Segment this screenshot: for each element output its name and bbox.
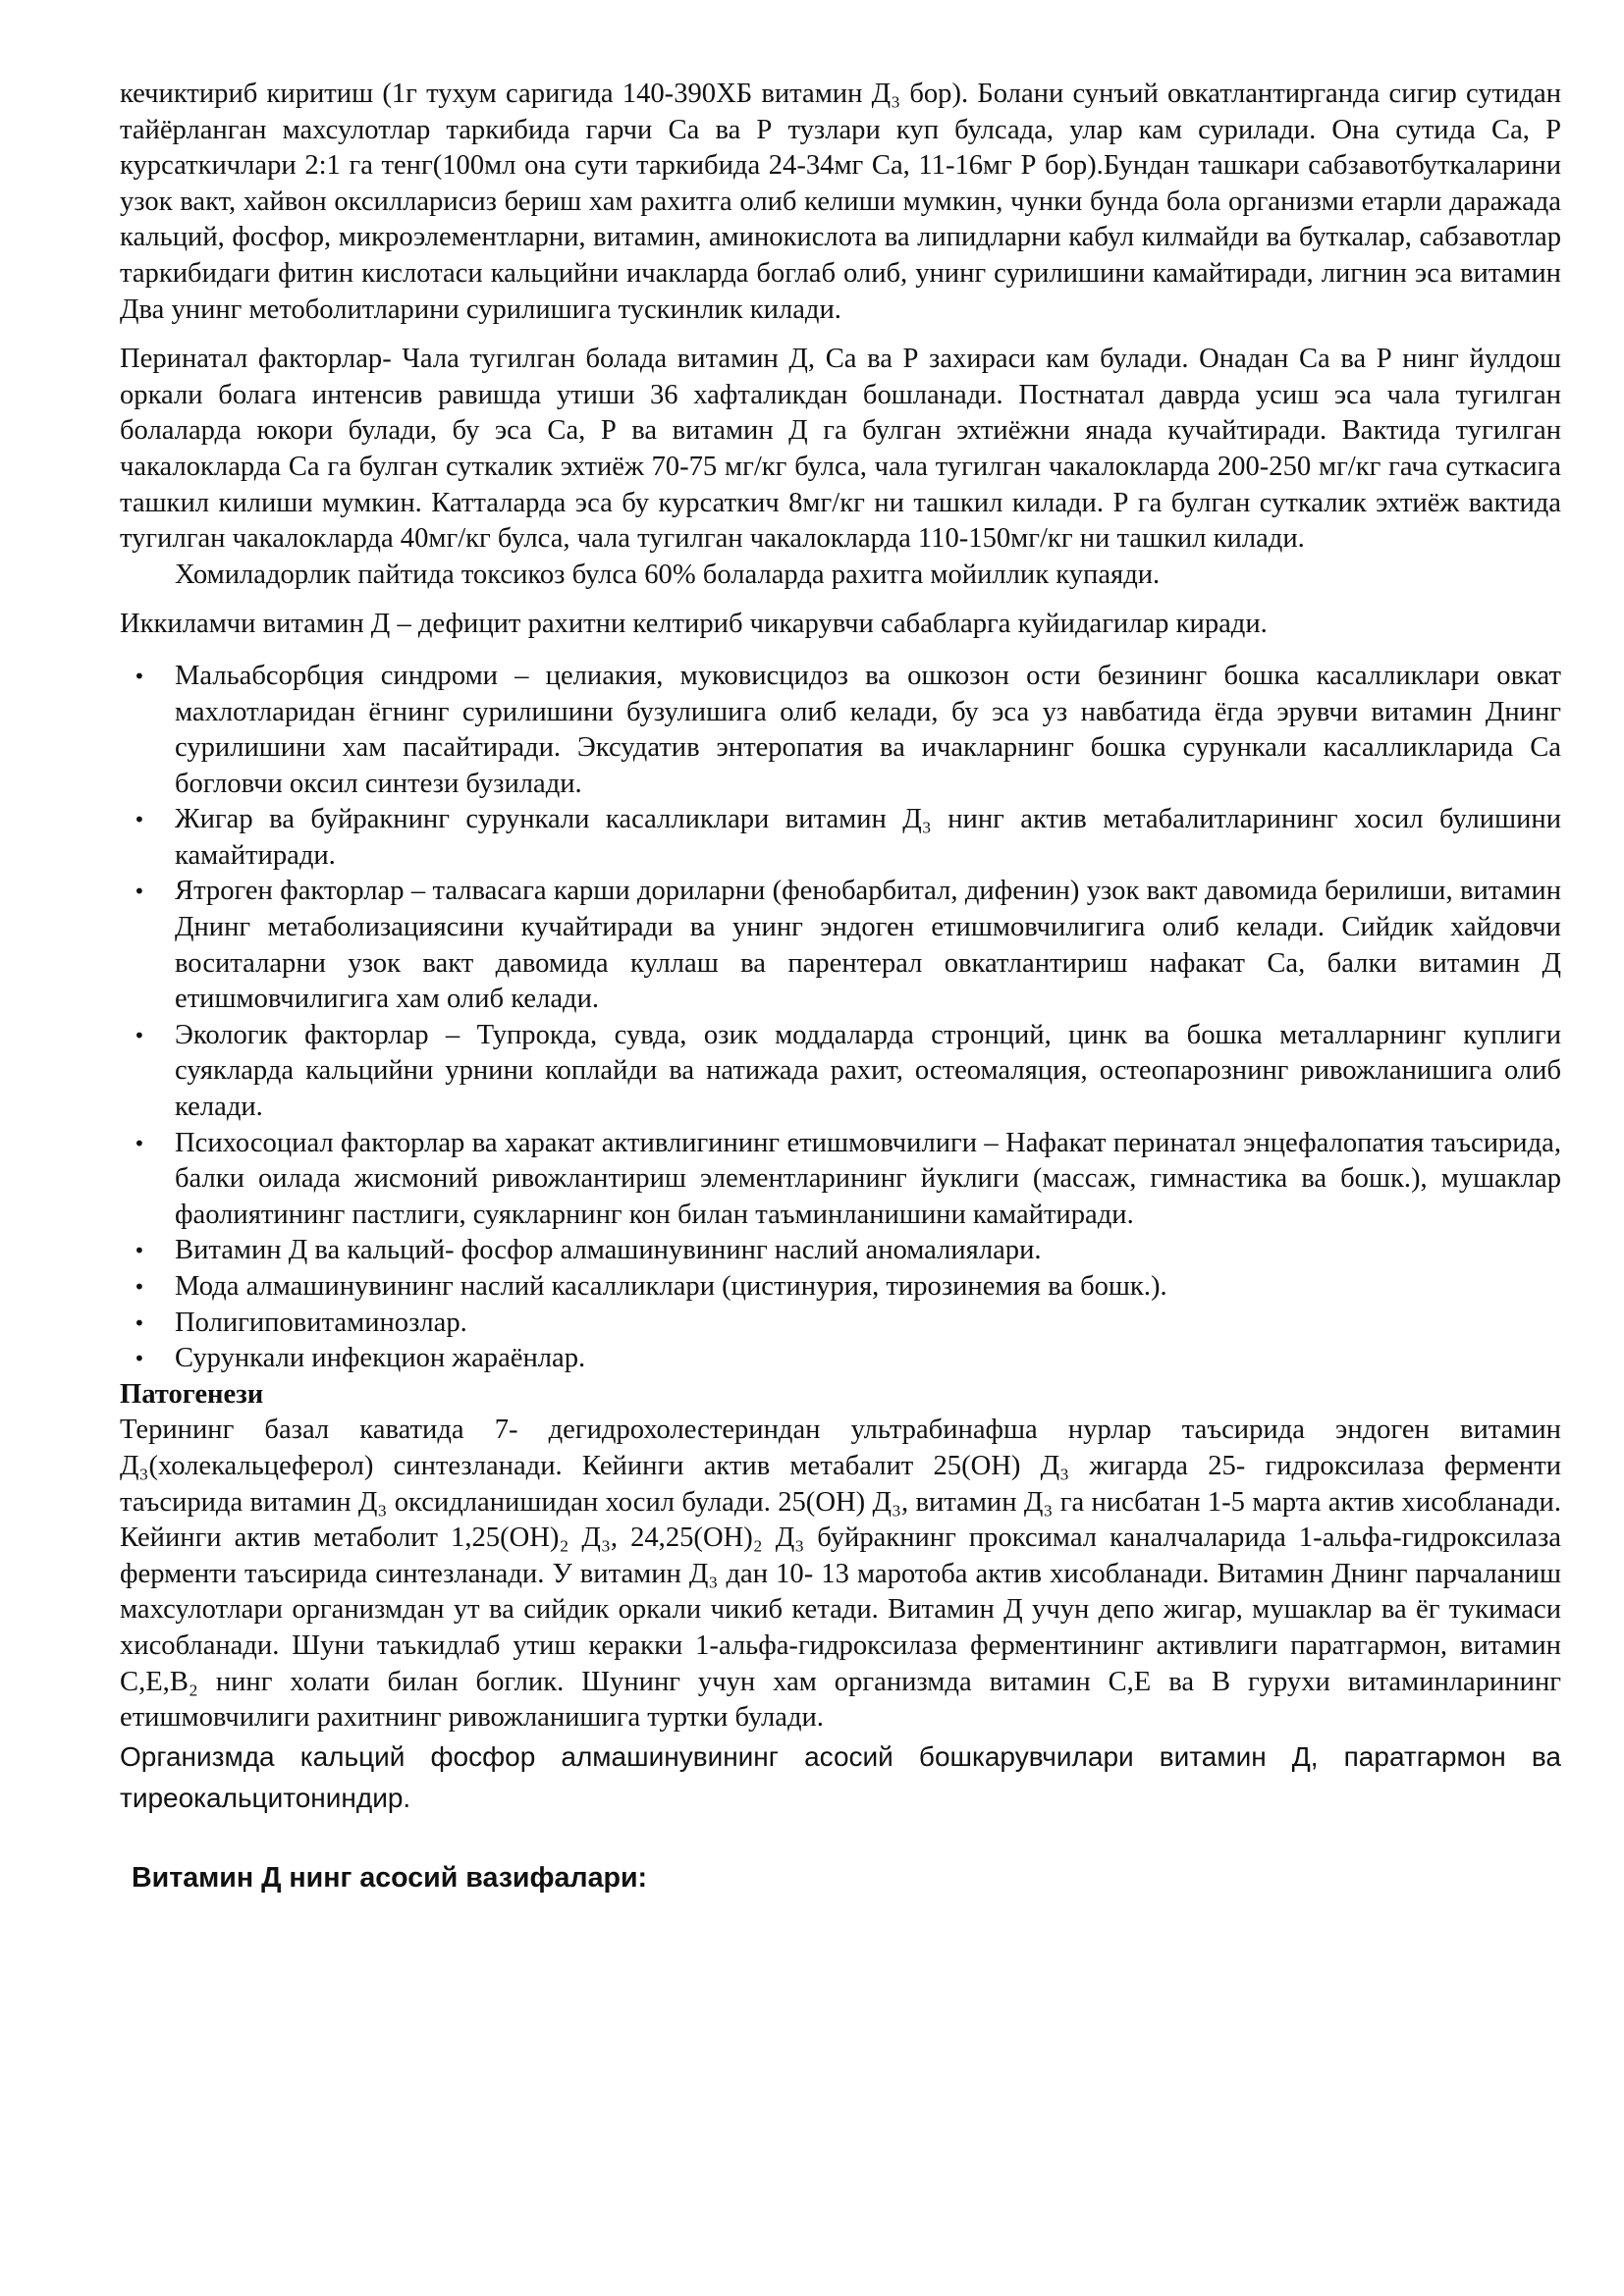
paragraph-perinatal: Перинатал факторлар- Чала тугилган болада витамин Д, Са ва Р захираси кам булади. Онадан Са ва Р нинг йулдош оркали болага интенсив равишда утиши 36 хафталикдан бошланади. Постнатал даврда усиш эса чала тугилган болаларда юкори булади, бу эса Са, Р ва витамин Д га булган эхтиёжни янада кучайтиради. Вактида тугилган чакалокларда Са га булган суткалик эхтиёж 70-75 мг/кг булса, чала тугилган чакалокларда 200-250 мг/кг гача суткасига ташкил килиши мумкин. Катталарда эса бу курсаткич 8мг/кг ни ташкил килади. Р га булган суткалик эхтиёж вактида тугилган чакалокларда 40мг/кг булса, чала тугилган чакалокларда 110-150мг/кг ни ташкил килади.: [120, 344, 1561, 555]
list-item-text: Полигиповитаминозлар.: [175, 1307, 467, 1338]
bullet-dot-icon: •: [134, 1131, 145, 1155]
bullet-dot-icon: •: [134, 1275, 145, 1299]
list-item: [120, 802, 1561, 874]
list-item: [120, 1306, 1561, 1342]
bullet-dot-icon: •: [134, 1310, 145, 1335]
list-item-text: Мальабсорбция синдроми – целиакия, муковисцидоз ва ошкозон ости безининг бошка касалликлари овкат махлотларидан ёгнинг сурилишини бузулишига олиб келади, бу эса уз навбатида ёгда эрувчи витамин Днинг сурилишини хам пасайтиради. Эксудатив энтеропатия ва ичакларнинг бошка сурункали касалликларида Са богловчи оксил синтези бузилади.: [175, 660, 1561, 799]
list-item-text: Жигар ва буйракнинг сурункали касалликлари витамин Д₃ нинг актив метабалитларининг хосил булишини камайтиради.: [175, 804, 1561, 871]
list-item-text: Витамин Д ва кальций- фосфор алмашинувининг наслий аномалиялари.: [175, 1235, 1042, 1266]
bullet-dot-icon: •: [134, 1239, 145, 1263]
list-item-text: Ятроген факторлар – талвасага карши дориларни (фенобарбитал, дифенин) узок вакт давомида берилиши, витамин Днинг метаболизациясини кучайтиради ва унинг эндоген етишмовчилигига олиб келади. Сийдик хайдовчи воситаларни узок вакт давомида куллаш ва парентерал овкатлантириш нафакат Са, балки витамин Д етишмовчилигига хам олиб келади.: [175, 876, 1561, 1015]
bullet-dot-icon: •: [134, 880, 145, 904]
list-item-text: Психосоциал факторлар ва харакат активлигининг етишмовчилиги – Нафакат перинатал энцефалопатия таъсирида, балки оилада жисмоний ривожлантириш элементларининг йуклиги (массаж, гимнастика ва бошк.), мушаклар фаолиятининг пастлиги, суякларнинг кон билан таъминланишини камайтиради.: [175, 1127, 1561, 1230]
list-item: [120, 1233, 1561, 1269]
section-heading-pathogenesis: Патогенези: [120, 1378, 264, 1410]
list-item: [120, 1341, 1561, 1377]
subheading-vitamin-d-functions: Витамин Д нинг асосий вазифалари:: [132, 1861, 648, 1894]
paragraph-regulators: Организмда кальций фосфор алмашинувининг асосий бошкарувчилари витамин Д, паратгармон ва тиреокальцитониндир.: [120, 1740, 1561, 1813]
bullet-dot-icon: •: [134, 1347, 145, 1371]
list-item: [120, 1269, 1561, 1306]
list-item: [120, 874, 1561, 1017]
bullet-dot-icon: •: [134, 1023, 145, 1047]
bullet-dot-icon: •: [134, 664, 145, 688]
list-item-text: Экологик факторлар – Тупрокда, сувда, озик моддаларда стронций, цинк ва бошка металларнинг куплиги суякларда кальцийни урнини коплайди ва натижада рахит, остеомаляция, остеопарознинг ривожланишига олиб келади.: [175, 1019, 1561, 1123]
list-item-text: Сурункали инфекцион жараёнлар.: [175, 1343, 586, 1374]
bullet-dot-icon: •: [134, 808, 145, 832]
list-item-text: Мода алмашинувининг наслий касалликлари (цистинурия, тирозинемия ва бошк.).: [175, 1271, 1167, 1302]
list-item: [120, 659, 1561, 802]
paragraph-pathogenesis: Терининг базал каватида 7- дегидрохолестериндан ультрабинафша нурлар таъсирида эндоген витамин Д₃(холекальцеферол) синтезланади. Кейинги актив метабалит 25(ОН) Д₃ жигарда 25- гидроксилаза ферменти таъсирида витамин Д₃ оксидланишидан хосил булади. 25(ОН) Д₃, витамин Д₃ га нисбатан 1-5 марта актив хисобланади. Кейинги актив метаболит 1,25(ОН)₂ Д₃, 24,25(ОН)₂ Д₃ буйракнинг проксимал каналчаларида 1-альфа-гидроксилаза ферменти таъсирида синтезланади. У витамин Д₃ дан 10- 13 маротоба актив хисобланади. Витамин Днинг парчаланиш махсулотлари организмдан ут ва сийдик оркали чикиб кетади. Витамин Д учун депо жигар, мушаклар ва ёг тукимаси хисобланади. Шуни таъкидлаб утиш керакки 1-альфа-гидроксилаза ферментининг активлиги паратгармон, витамин С,Е,В₂ нинг холати билан боглик. Шунинг учун хам организмда витамин С,Е ва В гурухи витаминларининг етишмовчилиги рахитнинг ривожланишига туртки булади.: [120, 1415, 1561, 1734]
list-item: [120, 1018, 1561, 1126]
list-item: [120, 1126, 1561, 1234]
causes-list: [120, 659, 1561, 1377]
document-page: [120, 77, 1561, 1896]
paragraph-nutrition: кечиктириб киритиш (1г тухум саригида 140-390ХБ витамин Д₃ бор). Болани сунъий овкатлантирганда сигир сутидан тайёрланган махсулотлар таркибида гарчи Са ва Р тузлари куп булсада, улар кам сурилади. Она сутида Са, Р курсаткичлари 2:1 га тенг(100мл она сути таркибида 24-34мг Са, 11-16мг Р бор).Бундан ташкари сабзавотбуткаларини узок вакт, хайвон оксилларисиз бериш хам рахитга олиб келиши мумкин, чунки бунда бола организми етарли даражада кальций, фосфор, микроэлементларни, витамин, аминокислота ва липидларни кабул килмайди ва буткалар, сабзавотлар таркибидаги фитин кислотаси кальцийни ичакларда боглаб олиб, унинг сурилишини камайтиради, лигнин эса витамин Два унинг метоболитларини сурилишига тускинлик килади.: [120, 79, 1561, 325]
paragraph-secondary-deficit: Иккиламчи витамин Д – дефицит рахитни келтириб чикарувчи сабабларга куйидагилар киради.: [120, 609, 1268, 640]
paragraph-toxicosis: Хомиладорлик пайтида токсикоз булса 60% болаларда рахитга мойиллик купаяди.: [175, 559, 1161, 590]
